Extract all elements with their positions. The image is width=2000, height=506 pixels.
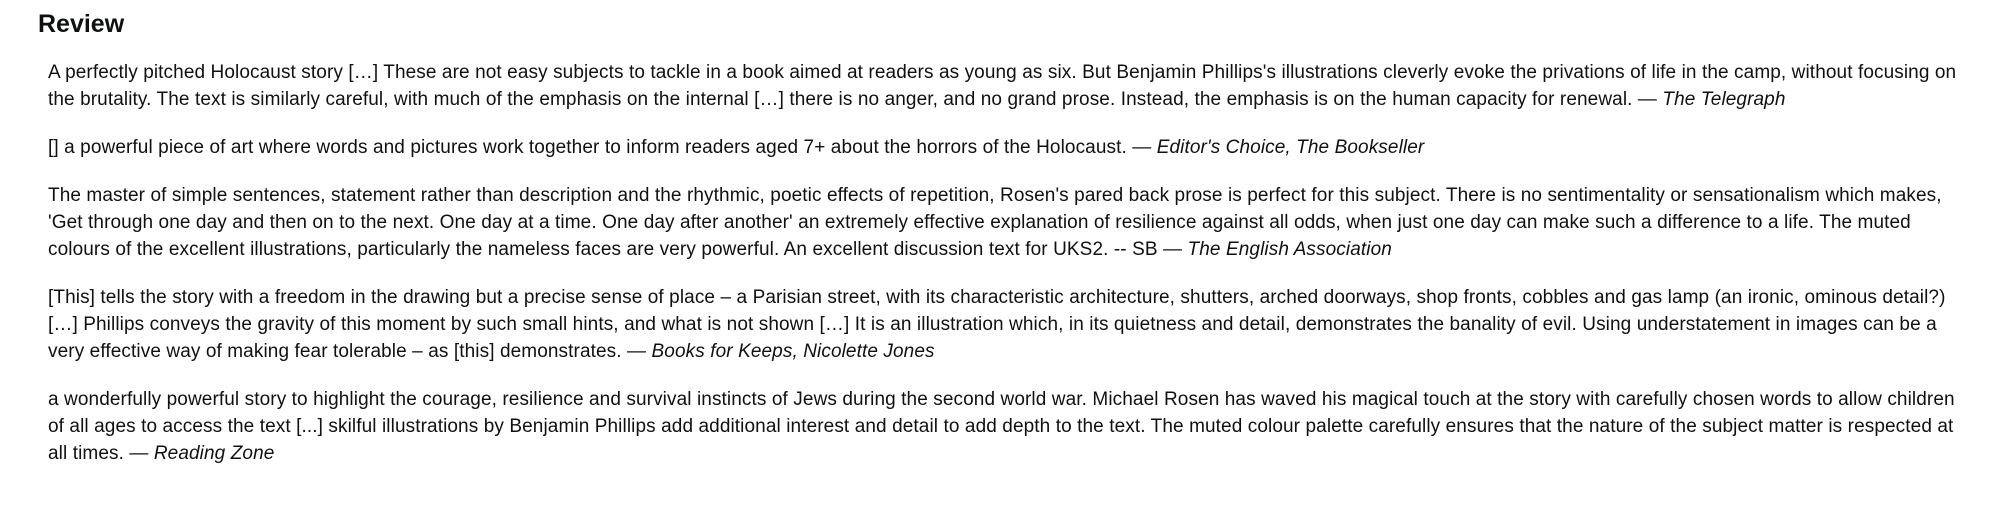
review-source: Editor's Choice, The Bookseller: [1156, 136, 1425, 158]
review-body: [This] tells the story with a freedom in the drawing but a precise sense of place – a Parisian street, with its characteristic architecture, shutters, arched doorways, shop fronts, cobbles and gas lamp (an ironic, ominous detail?) […] Phillips conveys the gravity of this moment by such small hints, and what is not shown […] It is an illustration which, in its quietness and detail, demonstrates the banality of evil. Using understatement in images can be a very effective way of making fear tolerable – as [this] demonstrates. —: [48, 286, 1946, 362]
review-body: The master of simple sentences, statement rather than description and the rhythmic, poetic effects of repetition, Rosen's pared back prose is perfect for this subject. There is no sentimentality or sensationalism which makes, 'Get through one day and then on to the next. One day at a time. One day after another' an extremely effective explanation of resilience against all odds, when just one day can make such a difference to a life. The muted colours of the excellent illustrations, particularly the nameless faces are very powerful. An excellent discussion text for UKS2. -- SB —: [48, 184, 1942, 260]
review-paragraph: [48, 182, 1960, 263]
review-source: The English Association: [1187, 238, 1392, 260]
review-paragraph: [48, 59, 1960, 113]
review-source: Books for Keeps, Nicolette Jones: [651, 340, 935, 362]
review-paragraph: [48, 284, 1960, 365]
review-source: Reading Zone: [153, 442, 275, 464]
review-body: [] a powerful piece of art where words and pictures work together to inform readers aged 7+ about the horrors of the Holocaust. —: [48, 136, 1152, 158]
review-section-heading: Review: [38, 10, 125, 38]
review-body: a wonderfully powerful story to highlight the courage, resilience and survival instincts of Jews during the second world war. Michael Rosen has waved his magical touch at the story with carefully chosen words to allow children of all ages to access the text [...] skilful illustrations by Benjamin Phillips add additional interest and detail to add depth to the text. The muted colour palette carefully ensures that the nature of the subject matter is respected at all times. —: [48, 388, 1955, 464]
review-source: The Telegraph: [1662, 88, 1786, 110]
review-list: [38, 59, 1962, 467]
review-paragraph: [48, 386, 1960, 467]
review-body: A perfectly pitched Holocaust story […] These are not easy subjects to tackle in a book aimed at readers as young as six. But Benjamin Phillips's illustrations cleverly evoke the privations of life in the camp, without focusing on the brutality. The text is similarly careful, with much of the emphasis on the internal […] there is no anger, and no grand prose. Instead, the emphasis is on the human capacity for renewal. —: [48, 61, 1957, 110]
review-paragraph: [48, 134, 1960, 161]
